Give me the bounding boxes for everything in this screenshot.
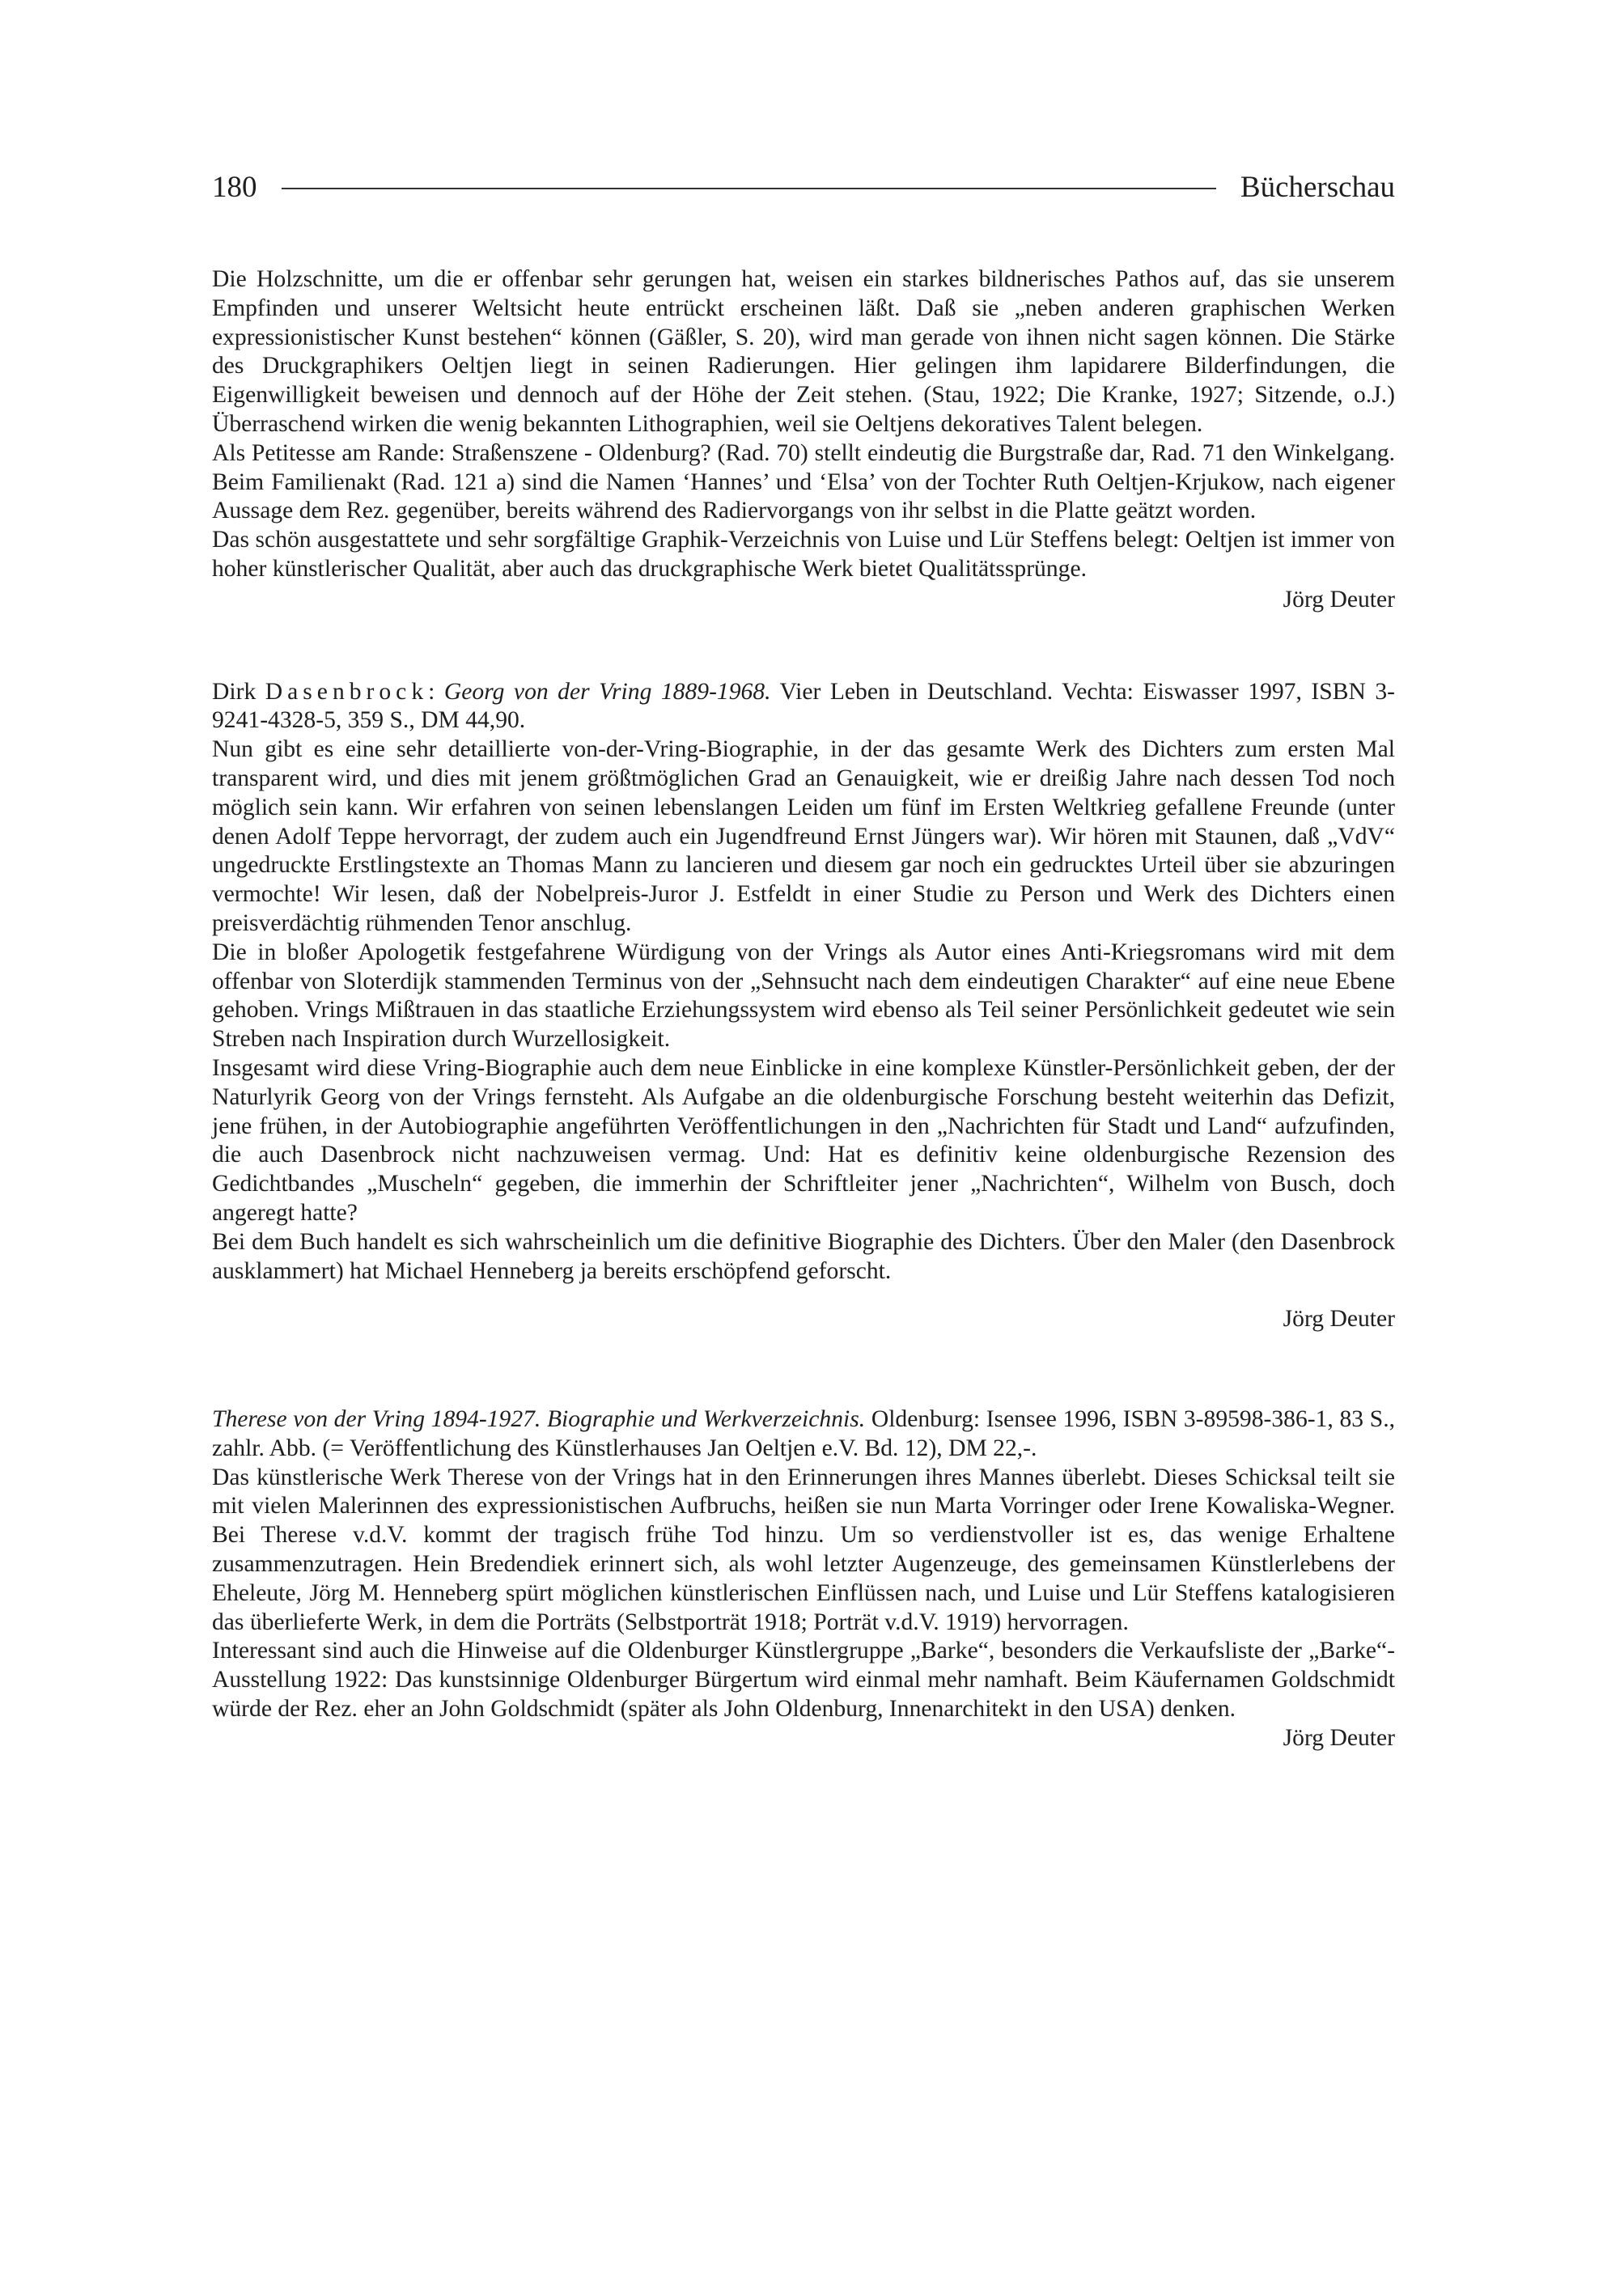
paragraph: Die in bloßer Apologetik festgefahrene Würdigung von der Vrings als Autor eines Anti-Kriegsromans wird mit dem offenbar von Sloterdijk stammenden Terminus von der „Sehnsucht nach dem eindeutigen Charakter“ auf eine neue Ebene gehoben. Vrings Mißtrauen in das staatliche Erziehungssystem wird ebenso als Teil seiner Persönlichkeit gedeutet wie sein Streben nach Inspiration durch Wurzellosigkeit. — [212, 939, 1395, 1053]
paragraph: Nun gibt es eine sehr detaillierte von-der-Vring-Biographie, in der das gesamte Werk des Dichters zum ersten Mal transparent wird, und dies mit jenem größtmöglichen Grad an Genauigkeit, wie er dreißig Jahre nach dessen Tod noch möglich sein kann. Wir erfahren von seinen lebenslangen Leiden um fünf im Ersten Weltkrieg gefallene Freunde (unter denen Adolf Teppe hervorragt, der zudem auch ein Jugendfreund Ernst Jüngers war). Wir hören mit Staunen, daß „VdV“ ungedruckte Erstlingstexte an Thomas Mann zu lancieren und diesem gar noch ein gedrucktes Urteil über sie abzuringen vermochte! Wir lesen, daß der Nobelpreis-Juror J. Estfeldt in einer Studie zu Person und Werk des Dichters einen preisverdächtig rühmenden Tenor anschlug. — [212, 736, 1395, 936]
bibliographic-details: Oldenburg: Isensee 1996, ISBN 3-89598-386-1, 83 S., zahlr. Abb. (= Veröffentlichung des Künstlerhauses Jan Oeltjen e.V. Bd. 12), DM 22,-. — [212, 1406, 1396, 1461]
paragraph: Das künstlerische Werk Therese von der Vrings hat in den Erinnerungen ihres Mannes überlebt. Dieses Schicksal teilt sie mit vielen Malerinnen des expressionistischen Aufbruchs, heißen sie nun Marta Vorringer oder Irene Kowaliska-Wegner. Bei Therese v.d.V. kommt der tragisch frühe Tod hinzu. Um so verdienstvoller ist es, das wenige Erhaltene zusammenzutragen. Hein Bredendiek erinnert sich, als wohl letzter Augenzeuge, des gemeinsamen Künstlerlebens der Eheleute, Jörg M. Henneberg spürt möglichen künstlerischen Einflüssen nach, und Luise und Lür Steffens katalogisieren das überlieferte Werk, in dem die Porträts (Selbstporträt 1918; Porträt v.d.V. 1919) hervorragen. — [212, 1464, 1395, 1635]
running-header — [212, 167, 1395, 207]
author-last-name: Dasenbrock — [265, 678, 429, 705]
bibliographic-details: Vier Leben in Deutschland. Vechta: Eiswasser 1997, ISBN 3-9241-4328-5, 359 S., DM 44,90. — [212, 678, 1395, 734]
reviewer-signature: Jörg Deuter — [1283, 1306, 1395, 1333]
paragraph: Als Petitesse am Rande: Straßenszene - Oldenburg? (Rad. 70) stellt eindeutig die Burgstraße dar, Rad. 71 den Winkelgang. Beim Familienakt (Rad. 121 a) sind die Namen ‘Hannes’ und ‘Elsa’ von der Tochter Ruth Oeltjen-Krjukow, nach eigener Aussage dem Rez. gegenüber, bereits während des Radiervorgangs von ihr selbst in die Platte geätzt worden. — [212, 439, 1395, 524]
book-title: Georg von der Vring 1889-1968. — [443, 678, 771, 705]
author-colon: : — [428, 678, 435, 705]
bibliographic-entry — [212, 1405, 1395, 1464]
author-first-name: Dirk — [212, 678, 257, 705]
paragraph: Das schön ausgestattete und sehr sorgfältige Graphik-Verzeichnis von Luise und Lür Steffens belegt: Oeltjen ist immer von hoher künstlerischer Qualität, aber auch das druckgraphische Werk bietet Qualitätssprünge. — [212, 527, 1395, 582]
review-therese-von-der-vring — [212, 1405, 1395, 1753]
paragraph: Insgesamt wird diese Vring-Biographie auch dem neue Einblicke in eine komplexe Künstler-Persönlichkeit geben, der der Naturlyrik Georg von der Vrings fernsteht. Als Aufgabe an die oldenburgische Forschung besteht weiterhin das Defizit, jene frühen, in der Autobiographie angeführten Veröffentlichungen in den „Nachrichten für Stadt und Land“ aufzufinden, die auch Dasenbrock nicht nachzuweisen vermag. Und: Hat es definitiv keine oldenburgische Rezension des Gedichtbandes „Muscheln“ gegeben, die immerhin der Schriftleiter jener „Nachrichten“, Wilhelm von Busch, doch angeregt hatte? — [212, 1054, 1395, 1226]
paragraph: Bei dem Buch handelt es sich wahrscheinlich um die definitive Biographie des Dichters. Über den Maler (den Dasenbrock ausklammert) hat Michael Henneberg ja bereits erschöpfend geforscht. — [212, 1228, 1395, 1284]
reviewer-signature: Jörg Deuter — [1283, 586, 1395, 612]
header-rule — [282, 188, 1216, 189]
review-oeltjen-graphik — [212, 265, 1395, 615]
review-vring-biographie — [212, 678, 1395, 1335]
section-title: Bücherschau — [1240, 170, 1395, 204]
bibliographic-entry — [212, 678, 1395, 736]
reviewer-signature: Jörg Deuter — [1283, 1724, 1395, 1751]
paragraph: Interessant sind auch die Hinweise auf die Oldenburger Künstlergruppe „Barke“, besonders die Verkaufsliste der „Barke“-Ausstellung 1922: Das kunstsinnige Oldenburger Bürgertum wird einmal mehr namhaft. Beim Käufernamen Goldschmidt würde der Rez. eher an John Goldschmidt (später als John Oldenburg, Innenarchitekt in den USA) denken. — [212, 1638, 1395, 1723]
paragraph: Die Holzschnitte, um die er offenbar sehr gerungen hat, weisen ein starkes bildnerisches Pathos auf, das sie unserem Empfinden und unserer Weltsicht heute entrückt erscheinen läßt. Daß sie „neben anderen graphischen Werken expressionistischer Kunst bestehen“ können (Gäßler, S. 20), wird man gerade von ihnen nicht sagen können. Die Stärke des Druckgraphikers Oeltjen liegt in seinen Radierungen. Hier gelingen ihm lapidarere Bilderfindungen, die Eigenwilligkeit beweisen und dennoch auf der Höhe der Zeit stehen. (Stau, 1922; Die Kranke, 1927; Sitzende, o.J.) Überraschend wirken die wenig bekannten Lithographien, weil sie Oeltjens dekoratives Talent belegen. — [212, 266, 1395, 437]
book-title: Therese von der Vring 1894-1927. Biographie und Werkverzeichnis. — [212, 1406, 866, 1433]
page-number: 180 — [212, 170, 257, 204]
page-body — [212, 265, 1395, 1753]
